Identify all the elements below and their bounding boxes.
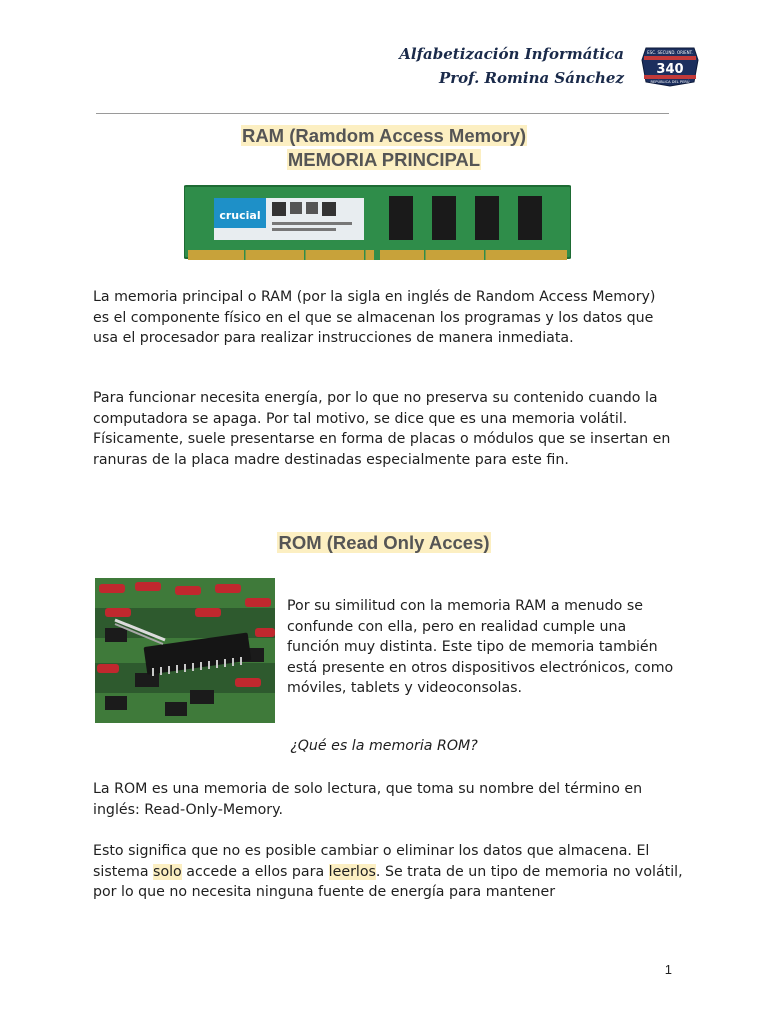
rom-p3-text-a: Esto significa que no es posible cambiar o eliminar los datos que almacena. El sistema xyxy=(93,843,650,880)
badge-number: 340 xyxy=(656,62,684,77)
document-header xyxy=(399,42,624,90)
ram-paragraph-2: Para funcionar necesita energía, por lo que no preserva su contenido cuando la computadora se apaga. Por tal motivo, se dice que es una memoria volátil. Físicamente, suele presentarse en forma de placas o módulos que se insertan en ranuras de la placa madre destinadas especialmente para este fin. xyxy=(93,390,671,468)
rom-paragraph-2: La ROM es una memoria de solo lectura, que toma su nombre del término en inglés: Read-Only-Memory. xyxy=(93,781,643,818)
ram-title-line2: MEMORIA PRINCIPAL xyxy=(287,149,481,170)
header-divider xyxy=(96,113,669,114)
rom-paragraph-3 xyxy=(93,841,683,903)
ram-module-image xyxy=(184,184,571,270)
teacher-name: Prof. Romina Sánchez xyxy=(439,69,624,87)
rom-p3-text-b: accede a ellos para xyxy=(181,863,329,880)
rom-p3-text-c: . Se trata de un tipo de memoria no volátil, por lo que no necesita ninguna fuente de energía para mantener xyxy=(93,863,683,900)
ram-brand-label: crucial xyxy=(219,209,261,222)
course-name: Alfabetización Informática xyxy=(399,45,624,63)
rom-title xyxy=(0,532,768,554)
highlight-solo: solo xyxy=(153,863,182,880)
badge-bottom-text: REPÚBLICA DEL PERÚ xyxy=(650,80,690,84)
rom-title-text: ROM (Read Only Acces) xyxy=(278,532,490,553)
school-badge-icon xyxy=(640,42,700,88)
rom-paragraph-1: Por su similitud con la memoria RAM a menudo se confunde con ella, pero en realidad cumple una función muy distinta. Este tipo de memoria también está presente en otros dispositivos electrónicos, como móviles, tablets y videoconsolas. xyxy=(287,598,674,696)
highlight-leerlos: leerlos xyxy=(328,863,376,880)
ram-title xyxy=(0,124,768,172)
rom-question: ¿Qué es la memoria ROM? xyxy=(290,738,478,754)
ram-title-line1: RAM (Ramdom Access Memory) xyxy=(241,125,527,146)
badge-top-text: ESC. SECUND. ORIENT. xyxy=(647,50,693,55)
page-number: 1 xyxy=(664,962,672,977)
rom-chip-image xyxy=(95,578,275,723)
ram-paragraph-1: La memoria principal o RAM (por la sigla en inglés de Random Access Memory) es el componente físico en el que se almacenan los programas y los datos que usa el procesador para realizar instrucciones de manera inmediata. xyxy=(93,289,656,346)
